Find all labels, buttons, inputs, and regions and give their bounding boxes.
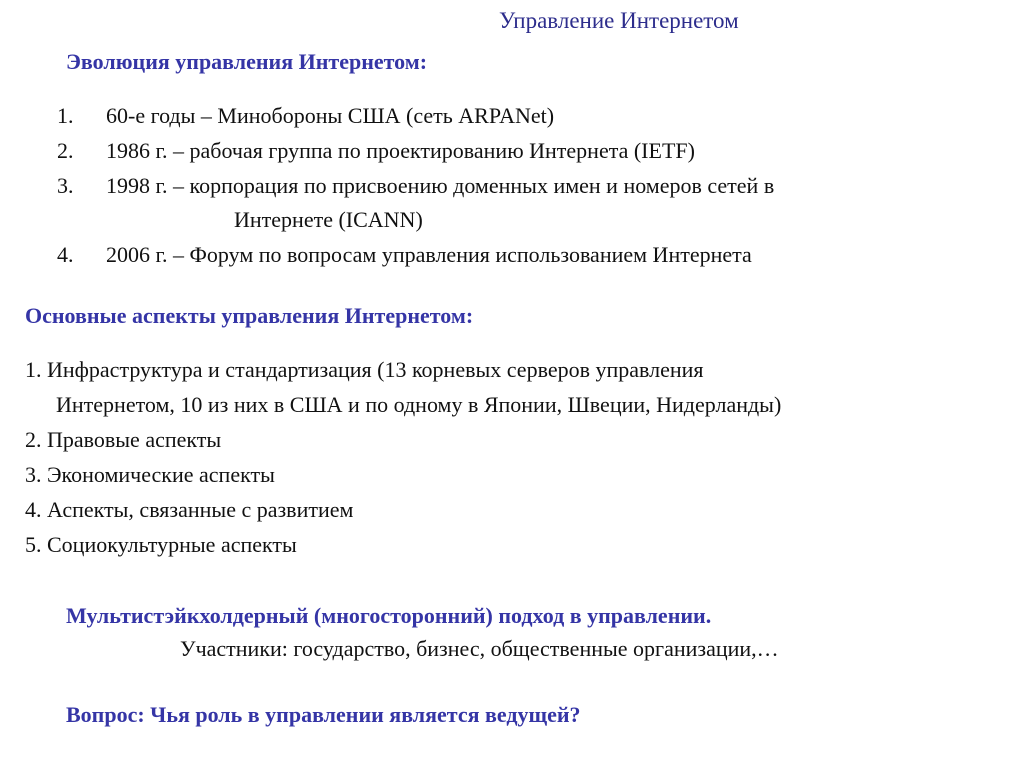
evolution-item-4-number: 4.	[57, 242, 74, 267]
aspects-item-2: 2. Правовые аспекты	[25, 427, 222, 452]
aspects-item-1: 1. Инфраструктура и стандартизация (13 корневых серверов управления	[25, 357, 704, 382]
aspects-heading: Основные аспекты управления Интернетом:	[25, 303, 474, 328]
question-text: Вопрос: Чья роль в управлении является ведущей?	[66, 702, 581, 727]
evolution-item-4-text: 2006 г. – Форум по вопросам управления использованием Интернета	[106, 242, 752, 267]
slide-title: Управление Интернетом	[499, 8, 739, 33]
aspects-item-1-continuation: Интернетом, 10 из них в США и по одному в Японии, Швеции, Нидерланды)	[56, 392, 782, 417]
evolution-item-1-text: 60-е годы – Минобороны США (сеть ARPANet)	[106, 103, 555, 128]
multistakeholder-heading: Мультистэйкхолдерный (многосторонний) подход в управлении.	[66, 603, 712, 628]
participants-text: Участники: государство, бизнес, общественные организации,…	[180, 636, 779, 661]
evolution-item-3-number: 3.	[57, 173, 74, 198]
evolution-item-3-text: 1998 г. – корпорация по присвоению доменных имен и номеров сетей в	[106, 173, 775, 198]
aspects-list	[25, 352, 781, 562]
evolution-heading: Эволюция управления Интернетом:	[66, 49, 428, 74]
aspects-item-3: 3. Экономические аспекты	[25, 462, 275, 487]
aspects-item-4: 4. Аспекты, связанные с развитием	[25, 497, 354, 522]
evolution-item-1-number: 1.	[57, 103, 74, 128]
evolution-item-2-text: 1986 г. – рабочая группа по проектированию Интернета (IETF)	[106, 138, 695, 163]
evolution-item-2-number: 2.	[57, 138, 74, 163]
evolution-item-3-continuation: Интернете (ICANN)	[234, 207, 423, 232]
aspects-item-5: 5. Социокультурные аспекты	[25, 532, 297, 557]
